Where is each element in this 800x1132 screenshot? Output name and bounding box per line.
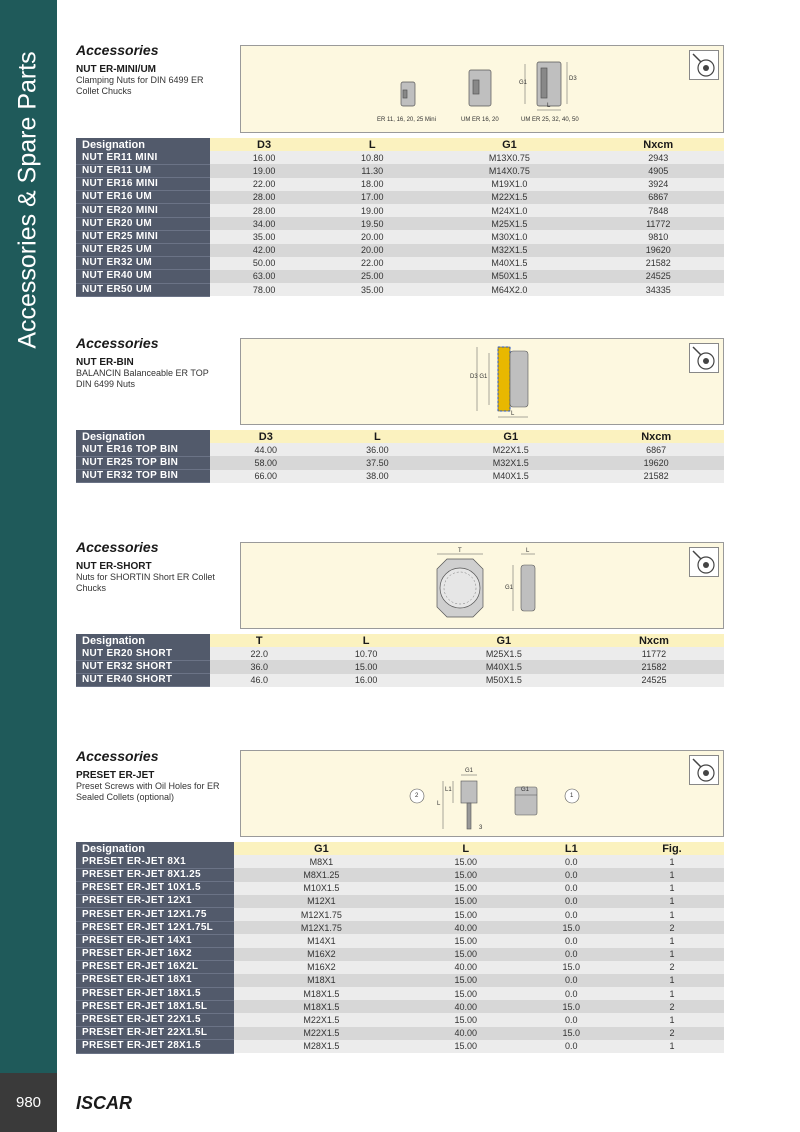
- table-row: [76, 178, 724, 191]
- value-cell: 21582: [592, 257, 724, 270]
- value-cell: 36.0: [210, 660, 309, 673]
- value-cell: 36.00: [322, 443, 434, 456]
- designation-cell: PRESET ER-JET 16X2L: [76, 961, 234, 974]
- dim-l-label: L: [547, 103, 551, 109]
- dim-l-label: L: [511, 411, 515, 417]
- value-cell: 0.0: [523, 855, 620, 868]
- column-header: Designation: [76, 430, 210, 443]
- value-cell: M16X2: [234, 948, 409, 961]
- designation-cell: NUT ER16 TOP BIN: [76, 443, 210, 456]
- spec-table: [76, 634, 724, 687]
- value-cell: 10.70: [309, 647, 424, 660]
- designation-cell: NUT ER20 SHORT: [76, 647, 210, 660]
- value-cell: 19.50: [318, 217, 426, 230]
- table-row: [76, 934, 724, 947]
- designation-cell: PRESET ER-JET 22X1.5: [76, 1013, 234, 1026]
- sidebar-title: Accessories & Spare Parts: [13, 51, 42, 349]
- table-header: [76, 634, 724, 647]
- value-cell: 40.00: [409, 1000, 523, 1013]
- product-name: PRESET ER-JET: [76, 770, 155, 781]
- designation-cell: PRESET ER-JET 18X1.5L: [76, 1000, 234, 1013]
- value-cell: M14X0.75: [426, 164, 592, 177]
- collet-chuck-icon: [689, 343, 719, 373]
- table-row: [76, 948, 724, 961]
- value-cell: 58.00: [210, 456, 322, 469]
- table-row: [76, 660, 724, 673]
- value-cell: 21582: [584, 660, 724, 673]
- designation-cell: NUT ER25 TOP BIN: [76, 456, 210, 469]
- value-cell: 15.0: [523, 1027, 620, 1040]
- product-illustration: [240, 542, 724, 629]
- table-row: [76, 961, 724, 974]
- column-header: L: [374, 430, 381, 443]
- value-cell: M25X1.5: [426, 217, 592, 230]
- value-cell: 2: [620, 921, 724, 934]
- value-cell: 63.00: [210, 270, 318, 283]
- value-cell: 46.0: [210, 674, 309, 687]
- dim-d3-g1-label: D3 G1: [470, 374, 488, 380]
- section-nut-er-bin: [76, 335, 723, 485]
- table-row: [76, 204, 724, 217]
- figure-1-marker: 1: [570, 793, 574, 799]
- value-cell: 22.0: [210, 647, 309, 660]
- value-cell: 6867: [592, 191, 724, 204]
- dim-3-label: 3: [479, 825, 483, 831]
- section-title: Accessories: [76, 748, 159, 764]
- value-cell: M40X1.5: [424, 660, 584, 673]
- value-cell: M16X2: [234, 961, 409, 974]
- caption-3: UM ER 25, 32, 40, 50: [521, 117, 579, 123]
- table-row: [76, 456, 724, 469]
- column-header: Nxcm: [638, 634, 669, 647]
- spec-table: [76, 430, 724, 483]
- value-cell: 11772: [592, 217, 724, 230]
- designation-cell: NUT ER25 UM: [76, 244, 210, 257]
- value-cell: 15.00: [409, 987, 523, 1000]
- section-title: Accessories: [76, 42, 159, 58]
- value-cell: 15.00: [409, 1013, 523, 1026]
- value-cell: 15.00: [409, 948, 523, 961]
- column-header: Nxcm: [641, 430, 672, 443]
- value-cell: 2943: [592, 151, 724, 164]
- caption-1: ER 11, 16, 20, 25 Mini: [377, 117, 436, 123]
- value-cell: 1: [620, 1040, 724, 1053]
- value-cell: M14X1: [234, 934, 409, 947]
- product-description: Nuts for SHORTIN Short ER Collet Chucks: [76, 572, 215, 593]
- table-row: [76, 895, 724, 908]
- value-cell: 15.00: [409, 868, 523, 881]
- value-cell: 1: [620, 908, 724, 921]
- collet-chuck-icon: [689, 547, 719, 577]
- value-cell: 15.0: [523, 961, 620, 974]
- value-cell: M22X1.5: [426, 191, 592, 204]
- table-row: [76, 443, 724, 456]
- table-row: [76, 1040, 724, 1053]
- table-row: [76, 868, 724, 881]
- spec-table: [76, 138, 724, 297]
- value-cell: 50.00: [210, 257, 318, 270]
- value-cell: 38.00: [322, 470, 434, 483]
- value-cell: 1: [620, 934, 724, 947]
- column-header: L: [362, 634, 370, 647]
- designation-cell: NUT ER20 UM: [76, 217, 210, 230]
- section-preset-er-jet: [76, 748, 723, 1060]
- table-row: [76, 674, 724, 687]
- value-cell: 0.0: [523, 908, 620, 921]
- designation-cell: PRESET ER-JET 8X1.25: [76, 868, 234, 881]
- value-cell: 0.0: [523, 987, 620, 1000]
- value-cell: M50X1.5: [426, 270, 592, 283]
- dim-g1-label-fig1: G1: [521, 787, 530, 793]
- column-header: Designation: [76, 842, 234, 855]
- value-cell: 6867: [588, 443, 724, 456]
- value-cell: M22X1.5: [234, 1027, 409, 1040]
- value-cell: 44.00: [210, 443, 322, 456]
- designation-cell: NUT ER11 UM: [76, 164, 210, 177]
- value-cell: 1: [620, 868, 724, 881]
- brand-logo: ISCAR: [76, 1093, 133, 1113]
- dim-g1-label: G1: [505, 585, 514, 591]
- value-cell: 1: [620, 987, 724, 1000]
- table-row: [76, 151, 724, 164]
- value-cell: M8X1: [234, 855, 409, 868]
- designation-cell: PRESET ER-JET 28X1.5: [76, 1040, 234, 1053]
- value-cell: 28.00: [210, 191, 318, 204]
- value-cell: 20.00: [318, 244, 426, 257]
- designation-cell: PRESET ER-JET 16X2: [76, 948, 234, 961]
- value-cell: 15.0: [523, 921, 620, 934]
- column-header: D3: [257, 138, 272, 151]
- table-row: [76, 974, 724, 987]
- table-row: [76, 647, 724, 660]
- designation-cell: PRESET ER-JET 8X1: [76, 855, 234, 868]
- value-cell: 0.0: [523, 948, 620, 961]
- product-description: BALANCIN Balanceable ER TOP DIN 6499 Nuts: [76, 368, 209, 389]
- value-cell: 15.00: [409, 1040, 523, 1053]
- column-header: L1: [564, 842, 578, 855]
- table-header: [76, 430, 724, 443]
- column-header: T: [255, 634, 263, 647]
- designation-cell: NUT ER16 MINI: [76, 178, 210, 191]
- dim-l-label: L: [526, 548, 530, 554]
- value-cell: 15.0: [523, 1000, 620, 1013]
- section-nut-er-short: [76, 539, 723, 689]
- figure-2-marker: 2: [415, 793, 419, 799]
- value-cell: 0.0: [523, 974, 620, 987]
- designation-cell: PRESET ER-JET 14X1: [76, 934, 234, 947]
- value-cell: 17.00: [318, 191, 426, 204]
- designation-cell: NUT ER25 MINI: [76, 230, 210, 243]
- designation-cell: PRESET ER-JET 22X1.5L: [76, 1027, 234, 1040]
- table-row: [76, 191, 724, 204]
- value-cell: 35.00: [318, 283, 426, 296]
- value-cell: 42.00: [210, 244, 318, 257]
- designation-cell: NUT ER40 UM: [76, 270, 210, 283]
- column-header: Designation: [76, 634, 210, 647]
- value-cell: 40.00: [409, 921, 523, 934]
- value-cell: M28X1.5: [234, 1040, 409, 1053]
- dim-t-label: T: [458, 548, 462, 554]
- product-description: Clamping Nuts for DIN 6499 ER Collet Chucks: [76, 75, 204, 96]
- value-cell: M22X1.5: [433, 443, 588, 456]
- value-cell: 34335: [592, 283, 724, 296]
- value-cell: 16.00: [210, 151, 318, 164]
- value-cell: M8X1.25: [234, 868, 409, 881]
- table-row: [76, 283, 724, 296]
- value-cell: 15.00: [409, 908, 523, 921]
- product-name: NUT ER-BIN: [76, 357, 134, 368]
- table-header: [76, 842, 724, 855]
- product-description: Preset Screws with Oil Holes for ER Sealed Collets (optional): [76, 781, 220, 802]
- value-cell: 24525: [584, 674, 724, 687]
- value-cell: 1: [620, 948, 724, 961]
- value-cell: 40.00: [409, 961, 523, 974]
- value-cell: M64X2.0: [426, 283, 592, 296]
- value-cell: 22.00: [318, 257, 426, 270]
- value-cell: 0.0: [523, 895, 620, 908]
- value-cell: 19.00: [210, 164, 318, 177]
- value-cell: M12X1: [234, 895, 409, 908]
- value-cell: M50X1.5: [424, 674, 584, 687]
- value-cell: M19X1.0: [426, 178, 592, 191]
- designation-cell: NUT ER32 SHORT: [76, 660, 210, 673]
- value-cell: 0.0: [523, 868, 620, 881]
- product-name: NUT ER-MINI/UM: [76, 64, 156, 75]
- column-header: Nxcm: [643, 138, 674, 151]
- product-illustration: [240, 45, 724, 133]
- designation-cell: PRESET ER-JET 12X1.75: [76, 908, 234, 921]
- value-cell: M24X1.0: [426, 204, 592, 217]
- dim-g1-label: G1: [519, 80, 528, 86]
- value-cell: 0.0: [523, 882, 620, 895]
- product-illustration: [240, 338, 724, 425]
- section-title: Accessories: [76, 335, 159, 351]
- column-header: Fig.: [662, 842, 682, 855]
- column-header: L: [462, 842, 470, 855]
- designation-cell: NUT ER20 MINI: [76, 204, 210, 217]
- value-cell: 21582: [588, 470, 724, 483]
- table-row: [76, 230, 724, 243]
- value-cell: 0.0: [523, 1040, 620, 1053]
- preset-screw-drawings: [241, 751, 725, 838]
- value-cell: 15.00: [409, 974, 523, 987]
- dim-d3-label: D3: [569, 76, 577, 82]
- table-row: [76, 882, 724, 895]
- caption-2: UM ER 16, 20: [461, 117, 499, 123]
- dim-l1-label: L1: [445, 787, 452, 793]
- value-cell: 0.0: [523, 1013, 620, 1026]
- value-cell: 22.00: [210, 178, 318, 191]
- table-row: [76, 164, 724, 177]
- value-cell: 24525: [592, 270, 724, 283]
- value-cell: 18.00: [318, 178, 426, 191]
- value-cell: M18X1.5: [234, 1000, 409, 1013]
- value-cell: 78.00: [210, 283, 318, 296]
- column-header: Designation: [76, 138, 210, 151]
- page-number: 980: [0, 1073, 57, 1132]
- value-cell: M13X0.75: [426, 151, 592, 164]
- value-cell: M12X1.75: [234, 908, 409, 921]
- table-row: [76, 921, 724, 934]
- value-cell: M18X1.5: [234, 987, 409, 1000]
- designation-cell: NUT ER16 UM: [76, 191, 210, 204]
- value-cell: M22X1.5: [234, 1013, 409, 1026]
- value-cell: 4905: [592, 164, 724, 177]
- value-cell: 40.00: [409, 1027, 523, 1040]
- table-row: [76, 987, 724, 1000]
- section-nut-er-mini-um: [76, 42, 723, 298]
- value-cell: 1: [620, 974, 724, 987]
- sidebar: [0, 0, 57, 1073]
- value-cell: 37.50: [322, 456, 434, 469]
- value-cell: M18X1: [234, 974, 409, 987]
- value-cell: M10X1.5: [234, 882, 409, 895]
- value-cell: 19.00: [318, 204, 426, 217]
- value-cell: 35.00: [210, 230, 318, 243]
- value-cell: 28.00: [210, 204, 318, 217]
- value-cell: M40X1.5: [426, 257, 592, 270]
- product-name: NUT ER-SHORT: [76, 561, 152, 572]
- product-illustration: [240, 750, 724, 837]
- value-cell: 34.00: [210, 217, 318, 230]
- value-cell: 15.00: [409, 895, 523, 908]
- table-row: [76, 908, 724, 921]
- value-cell: 3924: [592, 178, 724, 191]
- column-header: L: [368, 138, 376, 151]
- value-cell: 2: [620, 961, 724, 974]
- value-cell: 16.00: [309, 674, 424, 687]
- value-cell: 10.80: [318, 151, 426, 164]
- value-cell: 66.00: [210, 470, 322, 483]
- spec-table: [76, 842, 724, 1054]
- designation-cell: NUT ER40 SHORT: [76, 674, 210, 687]
- table-row: [76, 257, 724, 270]
- value-cell: 2: [620, 1027, 724, 1040]
- collet-chuck-icon: [689, 50, 719, 80]
- designation-cell: PRESET ER-JET 12X1.75L: [76, 921, 234, 934]
- value-cell: 7848: [592, 204, 724, 217]
- column-header: D3: [258, 430, 273, 443]
- value-cell: M12X1.75: [234, 921, 409, 934]
- column-header: G1: [314, 842, 329, 855]
- value-cell: 15.00: [409, 934, 523, 947]
- designation-cell: PRESET ER-JET 18X1: [76, 974, 234, 987]
- value-cell: 20.00: [318, 230, 426, 243]
- value-cell: 15.00: [409, 882, 523, 895]
- designation-cell: PRESET ER-JET 18X1.5: [76, 987, 234, 1000]
- value-cell: 1: [620, 1013, 724, 1026]
- designation-cell: NUT ER32 TOP BIN: [76, 470, 210, 483]
- value-cell: 15.00: [409, 855, 523, 868]
- collet-chuck-icon: [689, 755, 719, 785]
- value-cell: M40X1.5: [433, 470, 588, 483]
- value-cell: 15.00: [309, 660, 424, 673]
- value-cell: 1: [620, 855, 724, 868]
- dim-l-label: L: [437, 801, 441, 807]
- value-cell: 19620: [588, 456, 724, 469]
- table-row: [76, 1000, 724, 1013]
- section-title: Accessories: [76, 539, 159, 555]
- value-cell: 0.0: [523, 934, 620, 947]
- table-row: [76, 1013, 724, 1026]
- value-cell: M32X1.5: [426, 244, 592, 257]
- column-header: G1: [502, 138, 517, 151]
- value-cell: 11772: [584, 647, 724, 660]
- designation-cell: NUT ER32 UM: [76, 257, 210, 270]
- dim-g1-label: G1: [465, 768, 474, 774]
- table-row: [76, 217, 724, 230]
- table-row: [76, 855, 724, 868]
- table-row: [76, 470, 724, 483]
- short-nut-drawing: [241, 543, 725, 630]
- designation-cell: NUT ER50 UM: [76, 283, 210, 296]
- table-row: [76, 244, 724, 257]
- table-row: [76, 1027, 724, 1040]
- value-cell: 9810: [592, 230, 724, 243]
- value-cell: M32X1.5: [433, 456, 588, 469]
- table-header: [76, 138, 724, 151]
- designation-cell: PRESET ER-JET 12X1: [76, 895, 234, 908]
- value-cell: 19620: [592, 244, 724, 257]
- bin-nut-drawing: [241, 339, 725, 426]
- designation-cell: NUT ER11 MINI: [76, 151, 210, 164]
- value-cell: 1: [620, 895, 724, 908]
- table-row: [76, 270, 724, 283]
- column-header: G1: [496, 634, 512, 647]
- value-cell: 1: [620, 882, 724, 895]
- value-cell: M25X1.5: [424, 647, 584, 660]
- value-cell: 2: [620, 1000, 724, 1013]
- column-header: G1: [503, 430, 519, 443]
- value-cell: 25.00: [318, 270, 426, 283]
- value-cell: M30X1.0: [426, 230, 592, 243]
- value-cell: 11.30: [318, 164, 426, 177]
- designation-cell: PRESET ER-JET 10X1.5: [76, 882, 234, 895]
